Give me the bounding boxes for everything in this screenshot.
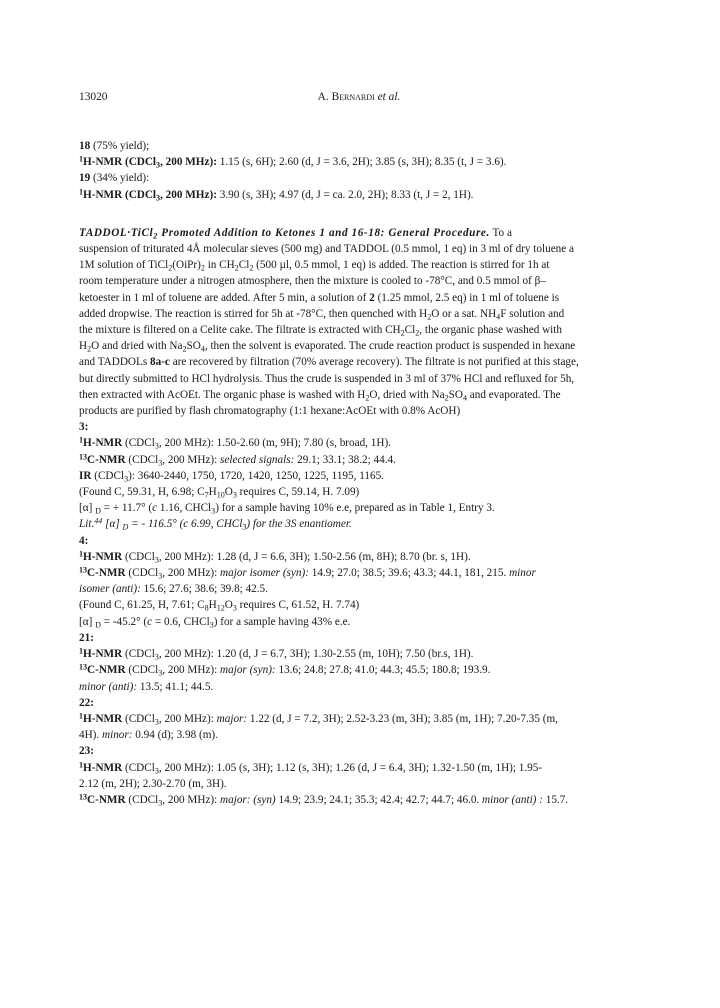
compound-22-hnmr: $^1$H-NMR (CDCl$_3$, 200 MHz): major: 1.22 (d, J = 7.2, 3H); 2.52-3.23 (m, 3H); 3.85 (m, 1H); 7.20-7.35 (m, (79, 711, 558, 727)
compound-21-hnmr: $^1$H-NMR (CDCl$_3$, 200 MHz): 1.20 (d, J = 6.7, 3H); 1.30-2.55 (m, 10H); 7.50 (br.s, 1H). (79, 646, 474, 662)
procedure-line-10: but directly submitted to HCl hydrolysis. Thus the crude is suspended in 3 ml of 37% HCl and refluxed for 5h, (79, 372, 575, 385)
compound-3-label: 3: (79, 421, 89, 434)
compound-3-literature: Lit.$^{44}$ [α] $_D$ = - 116.5° (c 6.99, CHCl$_3$) for the 3S enantiomer. (79, 517, 352, 532)
compound-23-hnmr: $^1$H-NMR (CDCl$_3$, 200 MHz): 1.05 (s, 3H); 1.12 (s, 3H); 1.26 (d, J = 6.4, 3H); 1.32-1.50 (m, 1H); 1.95- (79, 760, 543, 775)
procedure-line-1: TADDOL·TiCl$_2$ Promoted Addition to Ketones 1 and 16-18: General Procedure. To a (79, 226, 512, 241)
compound-21-label: 21: (79, 631, 94, 644)
procedure-line-8: $H_2O$ and dried with $Na_2SO_4$, then the solvent is evaporated. The crude reaction product is suspended in hexane (79, 340, 576, 354)
compound-4-hnmr: $^1$H-NMR (CDCl$_3$, 200 MHz): 1.28 (d, J = 6.6, 3H); 1.50-2.56 (m, 8H); 8.70 (br. s, 1H). (79, 549, 471, 565)
compound-23-cnmr: $^{13}$C-NMR (CDCl$_3$, 200 MHz): major: (syn) 14.9; 23.9; 24.1; 35.3; 42.4; 42.7; 44.7; 46.0. minor (anti) : 15.7. (79, 792, 569, 808)
page-number: 13020 (79, 91, 108, 103)
compound-21-cnmr-cont: minor (anti): 13.5; 41.1; 44.5. (79, 680, 214, 693)
compound-4-cnmr-cont: isomer (anti): 15.6; 27.6; 38.6; 39.8; 42.5. (79, 583, 268, 596)
compound-4-label: 4: (79, 534, 89, 547)
compound-19-yield: 19 (34% yield): (79, 172, 150, 185)
compound-23-label: 23: (79, 745, 94, 758)
procedure-line-5: ketoester in 1 ml of toluene are added. After 5 min, a solution of 2 (1.25 mmol, 2.5 eq) in 1 ml of toluene is (79, 291, 560, 304)
procedure-line-2: suspension of triturated 4Å molecular sieves (500 mg) and TADDOL (0.5 mmol, 1 eq) in 3 ml of dry toluene a (79, 243, 574, 256)
compound-23-hnmr-cont: 2.12 (m, 2H); 2.30-2.70 (m, 3H). (79, 777, 227, 790)
article-body (79, 138, 643, 808)
compound-19-hnmr: $^1$H-NMR (CDCl$_3$, 200 MHz): 3.90 (s, 3H); 4.97 (d, J = ca. 2.0, 2H); 8.33 (t, J = 2, 1H). (79, 187, 474, 202)
running-title: A. Bernardi et al. (317, 91, 401, 103)
procedure-line-9: and TADDOLs 8a-c are recovered by filtration (70% average recovery). The filtrate is not purified at this stage, (79, 356, 579, 369)
procedure-line-6: added dropwise. The reaction is stirred for 5h at -78°C, then quenched with $H_2O$ or a sat. $NH_4F$ solution and (79, 307, 565, 322)
running-header (79, 91, 639, 107)
compound-3-ir: IR (CDCl$_3$): 3640-2440, 1750, 1720, 1420, 1250, 1225, 1195, 1165. (79, 469, 384, 484)
compound-3-rotation: [α] $_D$ = + 11.7° (c 1.16, CHCl$_3$) for a sample having 10% e.e, prepared as in Table 1, Entry 3. (79, 502, 495, 516)
compound-4-rotation: [α] $_D$ = -45.2° (c = 0.6, CHCl$_3$) for a sample having 43% e.e. (79, 615, 351, 629)
compound-22-hnmr-cont: 4H). minor: 0.94 (d); 3.98 (m). (79, 729, 218, 742)
compound-3-hnmr: $^1$H-NMR (CDCl$_3$, 200 MHz): 1.50-2.60 (m, 9H); 7.80 (s, broad, 1H). (79, 436, 391, 451)
compound-4-cnmr: $^{13}$C-NMR (CDCl$_3$, 200 MHz): major isomer (syn): 14.9; 27.0; 38.5; 39.6; 43.3; 44.1, 181, 215. minor (79, 565, 536, 581)
compound-3-cnmr: $^{13}$C-NMR (CDCl$_3$, 200 MHz): selected signals: 29.1; 33.1; 38.2; 44.4. (79, 452, 396, 467)
compound-22-label: 22: (79, 696, 94, 709)
compound-18-hnmr: $^1$H-NMR (CDCl$_3$, 200 MHz): 1.15 (s, 6H); 2.60 (d, J = 3.6, 2H); 3.85 (s, 3H); 8.35 (t, J = 3.6). (79, 154, 507, 170)
procedure-line-4: room temperature under a nitrogen atmosphere, then the mixture is cooled to -78°C, and 0.5 mmol of β– (79, 275, 546, 288)
procedure-line-12: products are purified by flash chromatography (1:1 hexane:AcOEt with 0.8% AcOH) (79, 405, 461, 418)
compound-18-yield: 18 (75% yield); (79, 140, 150, 152)
procedure-line-7: the mixture is filtered on a Celite cake. The filtrate is extracted with $CH_2Cl_2$, the organic phase washed with (79, 324, 562, 338)
procedure-line-11: then extracted with AcOEt. The organic phase is washed with $H_2O$, dried with $Na_2SO_4$ and evaporated. The (79, 388, 561, 403)
compound-4-analysis: (Found C, 61.25, H, 7.61; $C_8H_{12}O_3$ requires C, 61.52, H. 7.74) (79, 599, 360, 613)
procedure-line-3: 1M solution of $TiCl_2(OiPr)_2$ in $CH_2Cl_2$ (500 µl, 0.5 mmol, 1 eq) is added. The reaction is stirred for 1h at (79, 259, 550, 273)
compound-3-analysis: (Found C, 59.31, H, 6.98; $C_7H_{10}O_3$ requires C, 59.14, H. 7.09) (79, 486, 360, 500)
procedure-heading: TADDOL·TiCl$_2$ Promoted Addition to Ketones 1 and 16-18: General Procedure. (79, 226, 490, 241)
compound-21-cnmr: $^{13}$C-NMR (CDCl$_3$, 200 MHz): major (syn): 13.6; 24.8; 27.8; 41.0; 44.3; 45.5; 180.8; 193.9. (79, 662, 491, 678)
